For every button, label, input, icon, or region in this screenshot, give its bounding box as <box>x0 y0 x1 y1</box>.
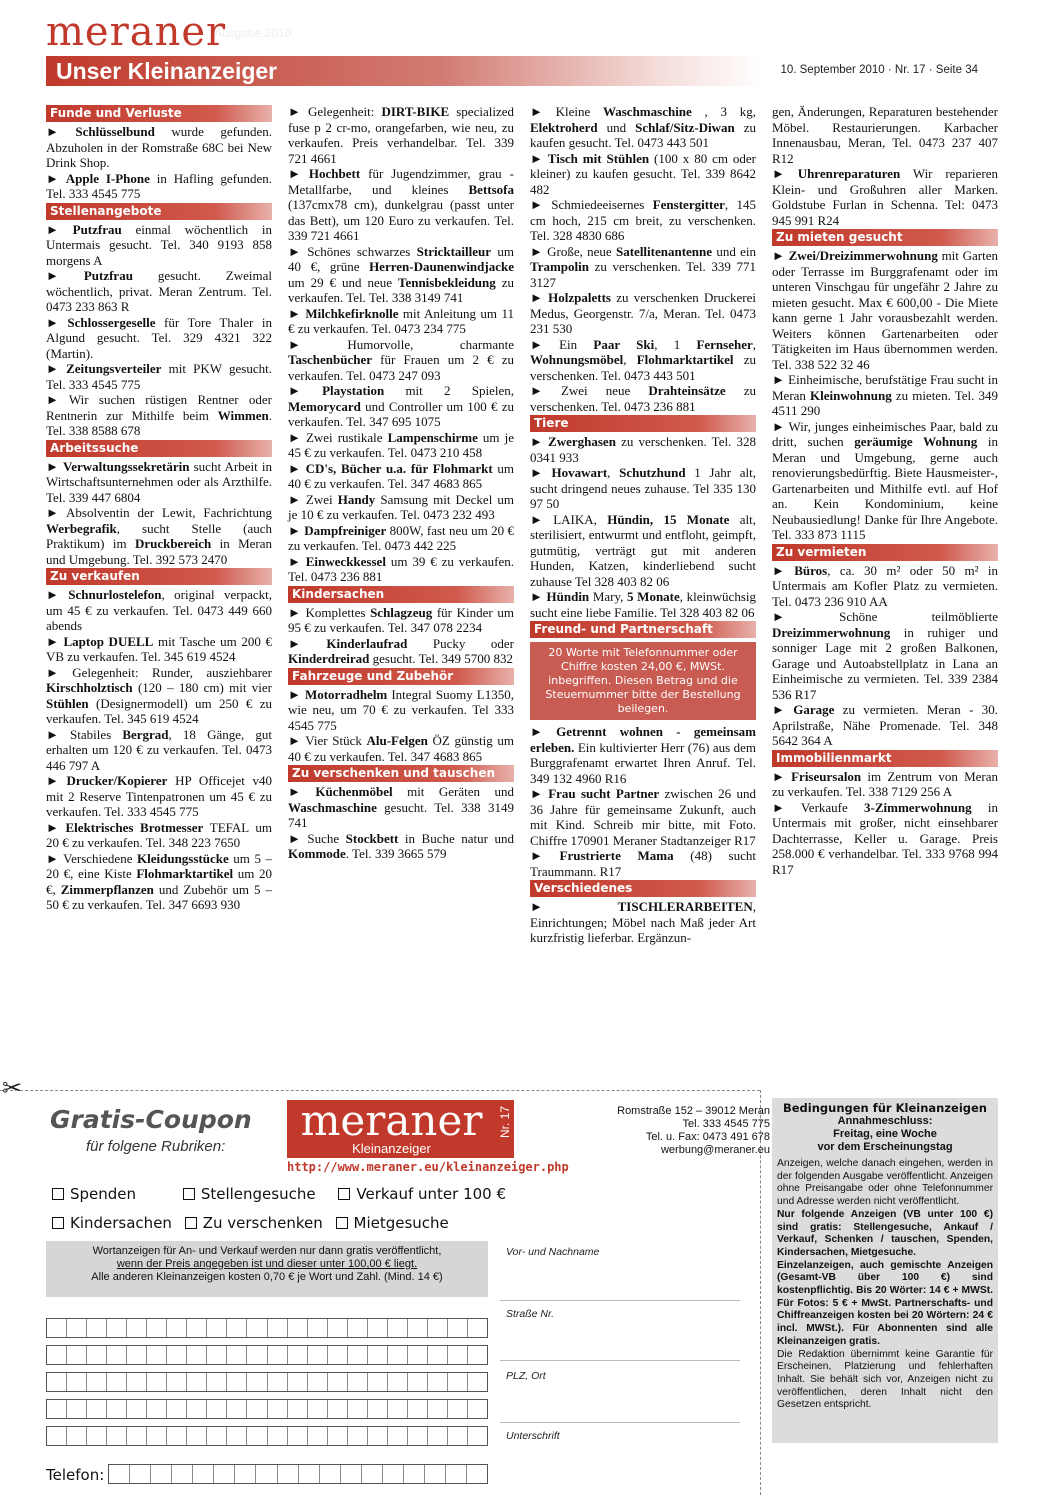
column-1 <box>46 104 272 913</box>
name-field-label: Vor- und Nachname <box>506 1246 600 1258</box>
ad: ► Playstation mit 2 Spielen, Memorycard und Controller um 100 € zu verkaufen. Tel. 347 695 1075 <box>288 383 514 429</box>
ad: ► Zeitungsverteiler mit PKW gesucht. Tel. 333 4545 775 <box>46 361 273 392</box>
checkbox-kindersachen[interactable] <box>52 1214 172 1232</box>
section-arbeitssuche: Arbeitssuche <box>46 440 272 457</box>
deadline-line: Annahmeschluss: <box>837 1115 933 1127</box>
ad: ► Kinderlaufrad Pucky oder Kinderdreirad gesucht. Tel. 349 5700 832 <box>288 635 514 666</box>
ad: ► Frau sucht Partner zwischen 26 und 36 Jahre für gemeinsame Zukunft, auch mit Kind. Schreib mir bitte, mit Foto. Chiffre 170901 Meraner Stadtanzeiger R17 <box>530 786 756 848</box>
ad: ► Wir suchen rüstigen Rentner oder Rentnerin zur Mithilfe beim Wimmen. Tel. 338 8588 678 <box>46 392 272 438</box>
ad: ► Einheimische, berufstätige Frau sucht in Meran Kleinwohnung zu mieten. Tel. 349 4511 290 <box>772 372 998 418</box>
ad: ► Gelegenheit: Runder, ausziehbarer Kirschholztisch (120 – 180 cm) mit vier Stühlen (Designermodell) um 250 € zu verkaufen. Tel. 345 619 4524 <box>46 664 272 726</box>
meraner-logo: meraner <box>46 9 227 55</box>
ad: ► CD's, Bücher u.a. für Flohmarkt um 40 € zu verkaufen. Tel. 347 4683 865 <box>288 460 514 491</box>
conditions-paragraph: Einzelanzeigen, auch gemischte Anzeigen (Gesamt-VB über 100 €) sind kostenpflichtig. Bis 20 Wörter: 14 € + MWSt. Für Fotos: 5 € + MwSt. Partnerschafts- und Chiffreanzeigen kosten bei 20 Wörtern: 24 € incl. MWSt.). Für Abonnenten sind alle Kleinanzeigen gratis. <box>777 1259 993 1347</box>
ad: ► Einweckkessel um 39 € zu verkaufen. Tel. 0473 236 881 <box>288 553 514 584</box>
ad: ► Schöne teilmöblierte Dreizimmerwohnung in ruhiger und sonniger Lage mit 2 großen Balkonen, Garage und Autoabstellplatz in Lana an Einheimische zu vermieten. Tel. 339 2384 536 R17 <box>772 609 998 702</box>
text-grid-row[interactable] <box>46 1399 488 1419</box>
cut-line <box>0 1090 760 1091</box>
conditions-paragraph: Nur folgende Anzeigen (VB unter 100 €) sind gratis: Stellengesuche, Ankauf / Verkauf, Schenken / tauschen, Spenden, Kindersachen, Mietgesuche. <box>777 1208 993 1258</box>
coupon-title: Gratis-Coupon <box>50 1105 252 1134</box>
ad: ► Wir, junges einheimisches Paar, bald zu dritt, suchen geräumige Wohnung in Meran und Umgebung, gerne auch renovierungsbedürftig. Biete Hausmeister-, Gartenarbeiten und Mithilfe evtl. auf Hof an. Kein Kondominium, keine Neubausiedlung! Danke für Ihre Angebote. Tel. 333 873 1115 <box>772 418 998 542</box>
checkbox-label: Verkauf unter 100 € <box>356 1185 507 1203</box>
conditions-box <box>772 1098 998 1443</box>
signature-field-label: Unterschrift <box>506 1430 560 1442</box>
checkbox-box[interactable] <box>183 1188 195 1200</box>
address-phone: Tel. 333 4545 775 <box>682 1118 770 1130</box>
name-field[interactable] <box>500 1300 740 1301</box>
ad: ► Zwei rustikale Lampenschirme um je 45 € zu verkaufen. Tel. 0473 210 458 <box>288 429 515 460</box>
checkbox-label: Spenden <box>70 1185 137 1203</box>
ad: ► Suche Stockbett in Buche natur und Kommode. Tel. 339 3665 579 <box>288 830 514 861</box>
ad: ► Hündin Mary, 5 Monate, kleinwüchsig sucht eine liebe Familie. Tel 328 403 82 06 <box>530 589 756 620</box>
text-grid-row[interactable] <box>46 1426 488 1446</box>
checkbox-box[interactable] <box>338 1188 350 1200</box>
text-grid-row[interactable] <box>46 1345 488 1365</box>
coupon-logo-issue: Nr. 17 <box>498 1106 512 1139</box>
pricing-line-3: Alle anderen Kleinanzeigen kosten 0,70 € je Wort und Zahl. (Mind. 14 €) <box>91 1271 443 1283</box>
ad: ► Vier Stück Alu-Felgen ÖZ günstig um 40 € zu verkaufen. Tel. 347 4683 865 <box>288 733 514 764</box>
ad: ► Schönes schwarzes Stricktailleur um 40 €, grüne Herren-Daunenwindjacke um 29 € und neue Tennisbekleidung zu verkaufen. Tel. Tel. 338 3149 741 <box>288 243 514 305</box>
ad: ► Große, neue Satellitenantenne und ein Trampolin zu verschenken. Tel. 339 771 3127 <box>530 243 756 290</box>
checkbox-spenden[interactable] <box>52 1185 136 1203</box>
city-field[interactable] <box>500 1422 740 1423</box>
text-grid-row[interactable] <box>46 1318 488 1338</box>
checkbox-box[interactable] <box>336 1217 348 1229</box>
ad: ► Verwaltungssekretärin sucht Arbeit in Wirtschaftsunternehmen oder als Arzthilfe. Tel. 339 447 6804 <box>46 458 272 505</box>
ad: ► Putzfrau gesucht. Zweimal wöchentlich, privat. Meran Zentrum. Tel. 0473 233 863 R <box>46 268 272 314</box>
ad: ► Dampfreiniger 800W, fast neu um 20 € zu verkaufen. Tel. 0473 442 225 <box>288 522 514 553</box>
checkbox-label: Mietgesuche <box>353 1214 449 1232</box>
ad: ► Garage zu vermieten. Meran - 30. Aprilstraße, Nähe Promenade. Tel. 348 5642 364 A <box>772 702 998 748</box>
dateline: 10. September 2010 · Nr. 17 · Seite 34 <box>780 64 978 76</box>
deadline-line: vor dem Erscheinungstag <box>817 1141 953 1153</box>
city-field-label: PLZ, Ort <box>506 1370 546 1382</box>
ad: ► LAIKA, Hündin, 15 Monate alt, sterilisiert, entwurmt und entfloht, geimpft, gutmütig, verträgt gut mit anderen Hunden, Katzen, kinderliebend sucht zuhause Tel 328 403 82 06 <box>530 511 756 589</box>
ad: ► Gelegenheit: DIRT-BIKE specialized fuse p 2 cr-mo, orangefarben, wie neu, zu verkaufen. Preis verhandelbar. Tel. 339 721 4661 <box>288 104 514 166</box>
checkbox-row-1 <box>52 1185 524 1203</box>
telefon-field[interactable] <box>108 1464 488 1484</box>
coupon-logo-text: meraner <box>300 1096 483 1145</box>
column-4 <box>772 104 998 877</box>
coupon-subtitle: für folgene Rubriken: <box>86 1138 226 1155</box>
telefon-label: Telefon: <box>46 1466 105 1484</box>
address-fax: Tel. u. Fax: 0473 491 678 <box>645 1131 770 1143</box>
ad: ► Elektrisches Brotmesser TEFAL um 20 € zu verkaufen. Tel. 348 223 7650 <box>46 819 272 850</box>
ad: ► Schmiedeeisernes Fenstergitter, 145 cm hoch, 215 cm breit, zu verschenken. Tel. 328 4830 686 <box>530 197 757 243</box>
checkbox-box[interactable] <box>52 1188 64 1200</box>
checkbox-mietgesuche[interactable] <box>336 1214 449 1232</box>
deadline-line: Freitag, eine Woche <box>833 1128 937 1140</box>
section-verschiedenes: Verschiedenes <box>530 880 756 897</box>
section-funde-verluste: Funde und Verluste <box>46 105 272 122</box>
street-field[interactable] <box>500 1360 740 1361</box>
section-immobilienmarkt: Immobilienmarkt <box>772 750 998 767</box>
checkbox-box[interactable] <box>52 1217 64 1229</box>
ad: gen, Änderungen, Reparaturen bestehender Möbel. Restaurierungen. Karbacher Innenausbau, Meran, Tel. 0473 237 407 R12 <box>772 104 998 166</box>
ad: ► Zwerghasen zu verschenken. Tel. 328 0341 933 <box>530 434 756 465</box>
conditions-paragraph: Anzeigen, welche danach eingehen, werden in der folgenden Ausgabe veröffentlicht. Anzeigen ohne Preisangabe oder ohne Telefonnummer und Adresse werden nicht veröffentlicht. <box>777 1158 993 1208</box>
conditions-paragraph: Die Redaktion übernimmt keine Garantie für Erscheinen, Platzierung und fehlerhaften Inhalt. Sie behält sich vor, Anzeigen nicht zu veröffentlichen, deren Inhalt nicht den Gesetzen entspricht. <box>777 1348 993 1411</box>
ad: ► Hovawart, Schutzhund 1 Jahr alt, sucht dringend neues zuhause. Tel 335 130 97 50 <box>530 465 757 511</box>
ad: ► Zwei neue Drahteinsätze zu verschenken. Tel. 0473 236 881 <box>530 383 756 414</box>
ad: ► Zwei/Dreizimmerwohnung mit Garten oder Terrasse im Burggrafenamt oder im unteren Vinschgau für ungefähr 2 Jahre zu mieten gesucht. Max € 600,00 - Die Miete kann gerne 1 Jahr vorausbezahlt werden. Weiters können Gartenarbeiten oder Tätigkeiten im Haus übernommen werden. Tel. 338 522 32 46 <box>772 248 998 372</box>
ad: ► Büros, ca. 30 m² oder 50 m² in Untermais am Kofler Platz zu vermieten. Tel. 0473 236 910 AA <box>772 562 998 609</box>
ad: ► Ein Paar Ski, 1 Fernseher, Wohnungsmöbel, Flohmarktartikel zu verschenken. Tel. 0473 443 501 <box>530 336 756 383</box>
section-fahrzeuge: Fahrzeuge und Zubehör <box>288 668 514 685</box>
ad: ► Holzpaletts zu verschenken Druckerei Medus, Georgenstr. 7/a, Meran. Tel. 0473 231 530 <box>530 290 756 336</box>
checkbox-label: Zu verschenken <box>202 1214 323 1232</box>
ad: ► Tisch mit Stühlen (100 x 80 cm oder kleiner) zu kaufen gesucht. Tel. 339 8642 482 <box>530 150 756 197</box>
ad: ► Komplettes Schlagzeug für Kinder um 95 € zu verkaufen. Tel. 347 078 2234 <box>288 604 514 635</box>
logo-ghost-text: Ausgabe 2010 <box>214 26 292 40</box>
coupon-pricing-note <box>46 1241 488 1297</box>
ad: ► Hochbett für Jugendzimmer, grau - Metallfarbe, und kleines Bettsofa (137cmx78 cm), dunkelgrau (passt unter das Bett), um 120 Euro zu verkaufen. Tel. 339 721 4661 <box>288 166 514 243</box>
coupon-logo <box>287 1096 514 1158</box>
section-mieten-gesucht: Zu mieten gesucht <box>772 229 998 246</box>
checkbox-row-2 <box>52 1214 467 1232</box>
page-title: Unser Kleinanzeiger <box>46 56 764 86</box>
section-stellenangebote: Stellenangebote <box>46 203 272 220</box>
scissors-icon: ✂ <box>2 1074 23 1102</box>
ad: ► Verkaufe 3-Zimmerwohnung in Untermais mit großer, nicht einsehbarer Dachterrasse, Keller u. Garage. Preis 258.000 € verhandelbar. Tel. 333 9768 994 R17 <box>772 799 998 877</box>
pricing-line-2: wenn der Preis angegeben ist und dieser unter 100,00 € liegt. <box>116 1258 418 1270</box>
address-email: werbung@meraner.eu <box>660 1144 770 1156</box>
checkbox-box[interactable] <box>185 1217 197 1229</box>
ad: ► Schlossergeselle für Tore Thaler in Algund gesucht. Tel. 329 4321 322 (Martin). <box>46 314 272 361</box>
ad: ► Kleine Waschmaschine , 3 kg, Elektroherd und Schlaf/Sitz-Diwan zu kaufen gesucht. Tel. 0473 443 501 <box>530 104 756 150</box>
ad: ► Motorradhelm Integral Suomy L1350, wie neu, um 70 € zu verkaufen. Tel 333 4545 775 <box>288 686 514 733</box>
text-grid-row[interactable] <box>46 1372 488 1392</box>
section-verschenken-tauschen: Zu verschenken und tauschen <box>288 765 514 782</box>
ad: ► Getrennt wohnen - gemeinsam erleben. Ein kultivierter Herr (76) aus dem Burggrafenamt erwartet Ihren Anruf. Tel. 349 132 4960 R16 <box>530 724 756 786</box>
coupon-address <box>617 1105 770 1157</box>
ad: ► Schnurlostelefon, original verpackt, um 45 € zu verkaufen. Tel. 0473 449 660 abends <box>46 587 272 633</box>
ad: ► Humorvolle, charmante Taschenbücher für Frauen um 2 € zu verkaufen. Tel. 0473 247 093 <box>288 336 514 383</box>
section-tiere: Tiere <box>530 415 756 432</box>
ad: ► TISCHLERARBEITEN, Einrichtungen; Möbel nach Maß jeder Art kurzfristig lieferbar. Ergänzun- <box>530 899 756 945</box>
section-vermieten: Zu vermieten <box>772 544 998 561</box>
street-field-label: Straße Nr. <box>506 1308 555 1320</box>
ad: ► Milchkefirknolle mit Anleitung um 11 € zu verkaufen. Tel. 0473 234 775 <box>288 305 514 336</box>
checkbox-verkauf[interactable] <box>338 1185 506 1203</box>
column-3 <box>530 104 756 946</box>
ad: ► Küchenmöbel mit Geräten und Waschmaschine gesucht. Tel. 338 3149 741 <box>288 784 514 830</box>
ad: ► Uhrenreparaturen Wir reparieren Klein- und Großuhren aller Marken. Goldstube Furlan in Schenna. Tel: 0473 945 991 R24 <box>772 166 998 228</box>
ad: ► Zwei Handy Samsung mit Deckel um je 10 € zu verkaufen. Tel. 0473 232 493 <box>288 491 514 522</box>
section-zu-verkaufen: Zu verkaufen <box>46 568 272 585</box>
ad: ► Laptop DUELL mit Tasche um 200 € VB zu verkaufen. Tel. 345 619 4524 <box>46 633 272 664</box>
ad: ► Friseursalon im Zentrum von Meran zu verkaufen. Tel. 338 7129 256 A <box>772 768 998 799</box>
section-partnerschaft: Freund- und Partnerschaft <box>530 621 756 638</box>
checkbox-label: Stellengesuche <box>200 1185 316 1203</box>
checkbox-label: Kindersachen <box>70 1214 172 1232</box>
coupon-logo-sub: Kleinanzeiger <box>352 1141 431 1156</box>
ad: ► Absolventin der Lewit, Fachrichtung Werbegrafik, sucht Stelle (auch Praktikum) im Druckbereich in Meran und Umgebung. Tel. 392 573 2470 <box>46 505 273 567</box>
address-line: Romstraße 152 – 39012 Meran <box>617 1105 770 1117</box>
ad: ► Stabiles Bergrad, 18 Gänge, gut erhalten um 120 € zu verkaufen. Tel. 0473 446 797 A <box>46 726 272 773</box>
checkbox-stellengesuche[interactable] <box>183 1185 316 1203</box>
ad: ► Verschiedene Kleidungsstücke um 5 – 20 €, eine Kiste Flohmarktartikel um 20 €, Zimmerpflanzen und Zubehör um 5 – 50 € zu verkaufen. Tel. 347 6693 930 <box>46 850 273 912</box>
coupon-url-link[interactable]: http://www.meraner.eu/kleinanzeiger.php <box>287 1160 569 1174</box>
conditions-deadline <box>777 1115 993 1154</box>
pricing-line-1: Wortanzeigen für An- und Verkauf werden nur dann gratis veröffentlicht, <box>92 1245 442 1257</box>
conditions-title: Bedingungen für Kleinanzeigen <box>782 1101 987 1115</box>
column-2 <box>288 104 514 862</box>
ad: ► Schlüsselbund wurde gefunden. Abzuholen in der Romstraße 68C bei New Drink Shop. <box>46 124 272 170</box>
partnerschaft-info-box: 20 Worte mit Telefonnummer oder Chiffre kosten 24,00 €, MWSt. inbegriffen. Diesen Betrag und die Steuernummer bitte der Bestellung beilegen. <box>530 642 756 720</box>
checkbox-verschenken[interactable] <box>185 1214 323 1232</box>
ad: ► Apple I-Phone in Hafling gefunden. Tel. 333 4545 775 <box>46 170 272 201</box>
ad: ► Putzfrau einmal wöchentlich in Untermais gesucht. Tel. 340 9193 858 morgens A <box>46 221 272 268</box>
section-kindersachen: Kindersachen <box>288 586 514 603</box>
ad: ► Drucker/Kopierer HP Officejet v40 mit 2 Reserve Tintenpatronen um 45 € zu verkaufen. Tel. 333 4545 775 <box>46 773 272 819</box>
ad: ► Frustrierte Mama (48) sucht Traummann. R17 <box>530 848 756 879</box>
